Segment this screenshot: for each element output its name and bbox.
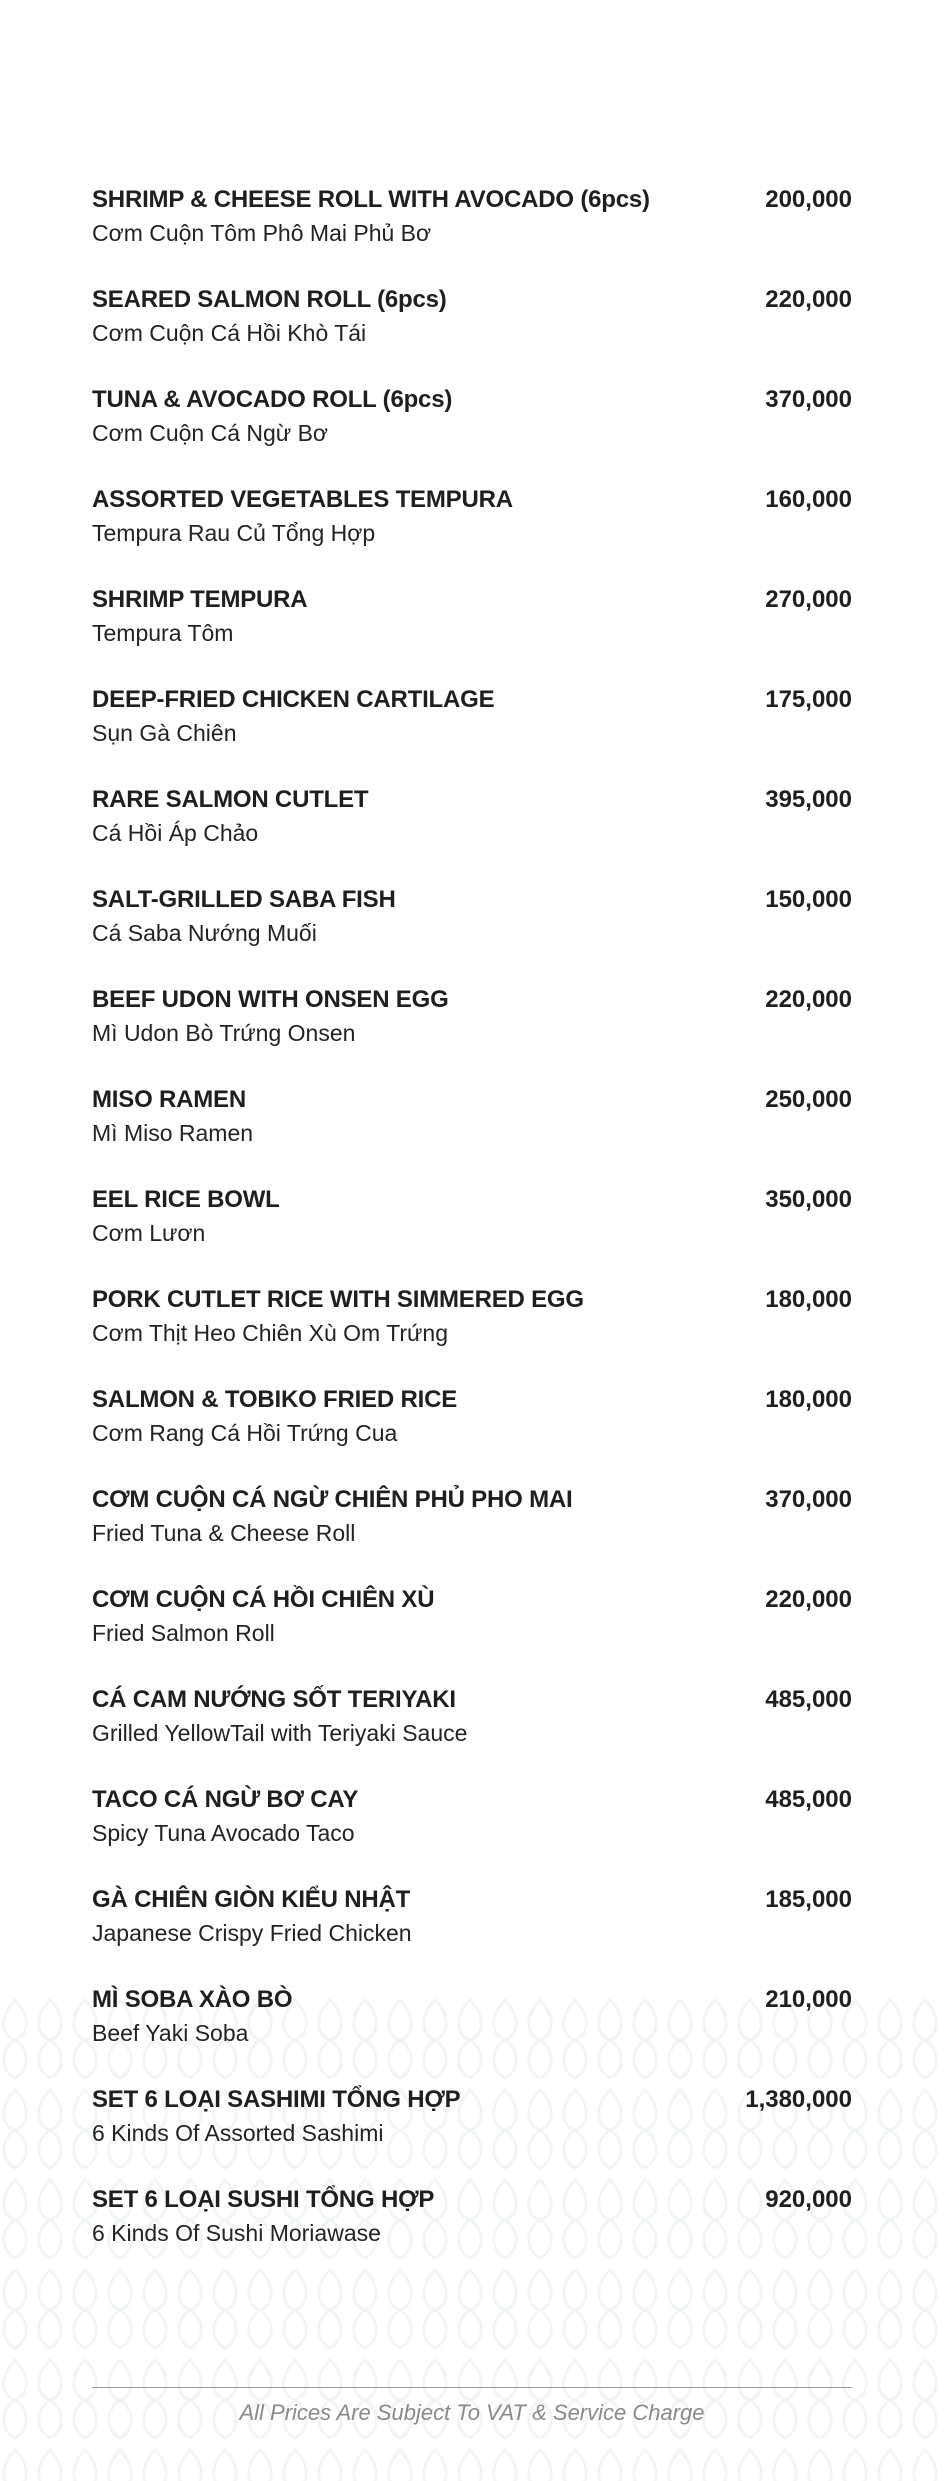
menu-item-name: TACO CÁ NGỪ BƠ CAY (92, 1786, 359, 1813)
menu-item (92, 1283, 852, 1383)
menu-item-subtitle: 6 Kinds Of Assorted Sashimi (92, 2120, 384, 2146)
menu-item-names (92, 883, 396, 949)
menu-item-price: 395,000 (765, 786, 852, 813)
menu-item-price: 220,000 (765, 1586, 852, 1613)
footer-note: All Prices Are Subject To VAT & Service Charge (239, 2400, 705, 2425)
menu-item-name: SHRIMP & CHEESE ROLL WITH AVOCADO (6pcs) (92, 186, 650, 213)
menu-item-price: 185,000 (765, 1886, 852, 1913)
menu-item-name: CƠM CUỘN CÁ NGỪ CHIÊN PHỦ PHO MAI (92, 1486, 573, 1513)
menu-item (92, 183, 852, 283)
menu-item-subtitle: Cơm Lươn (92, 1220, 206, 1246)
menu-item-price: 1,380,000 (745, 2086, 852, 2113)
menu-item-price: 180,000 (765, 1286, 852, 1313)
menu-item-price: 485,000 (765, 1686, 852, 1713)
menu-item-price: 370,000 (765, 1486, 852, 1513)
menu-item-names (92, 483, 513, 549)
menu-item-name: PORK CUTLET RICE WITH SIMMERED EGG (92, 1286, 584, 1313)
menu-item (92, 583, 852, 683)
menu-item-subtitle: Cá Hồi Áp Chảo (92, 820, 259, 846)
menu-item-names (92, 2083, 460, 2149)
menu-item (92, 483, 852, 583)
menu-item (92, 1083, 852, 1183)
menu-item-subtitle: 6 Kinds Of Sushi Moriawase (92, 2220, 381, 2246)
menu-item-subtitle: Japanese Crispy Fried Chicken (92, 1920, 412, 1946)
menu-item-price: 220,000 (765, 986, 852, 1013)
menu-item-price: 160,000 (765, 486, 852, 513)
menu-item-name: SHRIMP TEMPURA (92, 586, 308, 613)
menu-item-names (92, 383, 452, 449)
menu-item-subtitle: Cơm Cuộn Cá Hồi Khò Tái (92, 320, 367, 346)
menu-item-name: DEEP-FRIED CHICKEN CARTILAGE (92, 686, 495, 713)
menu-item-subtitle: Sụn Gà Chiên (92, 720, 237, 746)
menu-item (92, 2083, 852, 2183)
menu-item-price: 250,000 (765, 1086, 852, 1113)
menu-item-price: 180,000 (765, 1386, 852, 1413)
menu-item-names (92, 1283, 584, 1349)
menu-item-subtitle: Tempura Tôm (92, 620, 234, 646)
menu-item-subtitle: Mì Udon Bò Trứng Onsen (92, 1020, 356, 1046)
menu-item-name: SALT-GRILLED SABA FISH (92, 886, 396, 913)
menu-item (92, 2183, 852, 2283)
menu-item-names (92, 1083, 253, 1149)
menu-item-name: SET 6 LOẠI SASHIMI TỔNG HỢP (92, 2086, 461, 2113)
menu-item-name: CƠM CUỘN CÁ HỒI CHIÊN XÙ (92, 1586, 435, 1613)
menu-item-names (92, 783, 368, 849)
menu-item-price: 210,000 (765, 1986, 852, 2013)
menu-item-name: TUNA & AVOCADO ROLL (6pcs) (92, 386, 453, 413)
menu-item (92, 783, 852, 883)
menu-item-name: MÌ SOBA XÀO BÒ (92, 1986, 293, 2013)
menu-item-subtitle: Cơm Cuộn Cá Ngừ Bơ (92, 420, 329, 446)
menu-item-names (92, 1183, 280, 1249)
menu-item-names (92, 983, 449, 1049)
menu-item (92, 1583, 852, 1683)
menu-item-name: BEEF UDON WITH ONSEN EGG (92, 986, 449, 1013)
menu-item (92, 283, 852, 383)
menu-item-names (92, 1383, 457, 1449)
menu-item-price: 150,000 (765, 886, 852, 913)
menu-item-subtitle: Tempura Rau Củ Tổng Hợp (92, 520, 376, 546)
menu-item-price: 270,000 (765, 586, 852, 613)
menu-item-names (92, 2183, 434, 2249)
menu-item (92, 883, 852, 983)
menu-item (92, 1483, 852, 1583)
menu-item (92, 383, 852, 483)
menu-item-names (92, 1783, 358, 1849)
menu-item-name: EEL RICE BOWL (92, 1186, 280, 1213)
menu-item-names (92, 1983, 292, 2049)
menu-item-names (92, 1583, 434, 1649)
menu-item-subtitle: Spicy Tuna Avocado Taco (92, 1820, 355, 1846)
menu-item-subtitle: Cơm Rang Cá Hồi Trứng Cua (92, 1420, 398, 1446)
menu-item-name: GÀ CHIÊN GIÒN KIỂU NHẬT (92, 1886, 411, 1913)
menu-item-name: MISO RAMEN (92, 1086, 247, 1113)
menu-item-price: 485,000 (765, 1786, 852, 1813)
menu-item-names (92, 183, 650, 249)
footer-divider (92, 2387, 852, 2388)
menu-item-price: 370,000 (765, 386, 852, 413)
menu-item-subtitle: Fried Tuna & Cheese Roll (92, 1520, 356, 1546)
menu-item (92, 1683, 852, 1783)
menu-item (92, 1883, 852, 1983)
menu-item (92, 983, 852, 1083)
menu-item-subtitle: Grilled YellowTail with Teriyaki Sauce (92, 1720, 468, 1746)
menu-item-subtitle: Beef Yaki Soba (92, 2020, 249, 2046)
menu-item-name: ASSORTED VEGETABLES TEMPURA (92, 486, 513, 513)
menu-item-names (92, 1883, 412, 1949)
menu-item (92, 1183, 852, 1283)
menu-item-names (92, 683, 494, 749)
menu-item-subtitle: Fried Salmon Roll (92, 1620, 275, 1646)
menu-item (92, 1383, 852, 1483)
menu-item-name: SET 6 LOẠI SUSHI TỔNG HỢP (92, 2186, 435, 2213)
menu-item-subtitle: Cơm Cuộn Tôm Phô Mai Phủ Bơ (92, 220, 432, 246)
menu-item-price: 920,000 (765, 2186, 852, 2213)
menu-item-name: SEARED SALMON ROLL (6pcs) (92, 286, 447, 313)
menu-item-names (92, 1683, 467, 1749)
menu-item-subtitle: Cá Saba Nướng Muối (92, 920, 317, 946)
menu-item-price: 175,000 (765, 686, 852, 713)
menu-item-name: CÁ CAM NƯỚNG SỐT TERIYAKI (92, 1686, 456, 1713)
menu-item (92, 683, 852, 783)
menu-item-names (92, 283, 447, 349)
menu-item-subtitle: Cơm Thịt Heo Chiên Xù Om Trứng (92, 1320, 449, 1346)
menu-item-price: 200,000 (765, 186, 852, 213)
menu-item-names (92, 1483, 572, 1549)
menu-item-price: 220,000 (765, 286, 852, 313)
menu-item-names (92, 583, 307, 649)
menu-item (92, 1983, 852, 2083)
menu-item-price: 350,000 (765, 1186, 852, 1213)
menu-item-name: RARE SALMON CUTLET (92, 786, 369, 813)
menu-item-name: SALMON & TOBIKO FRIED RICE (92, 1386, 458, 1413)
menu-list (92, 183, 852, 2283)
menu-item-subtitle: Mì Miso Ramen (92, 1120, 254, 1146)
menu-item (92, 1783, 852, 1883)
